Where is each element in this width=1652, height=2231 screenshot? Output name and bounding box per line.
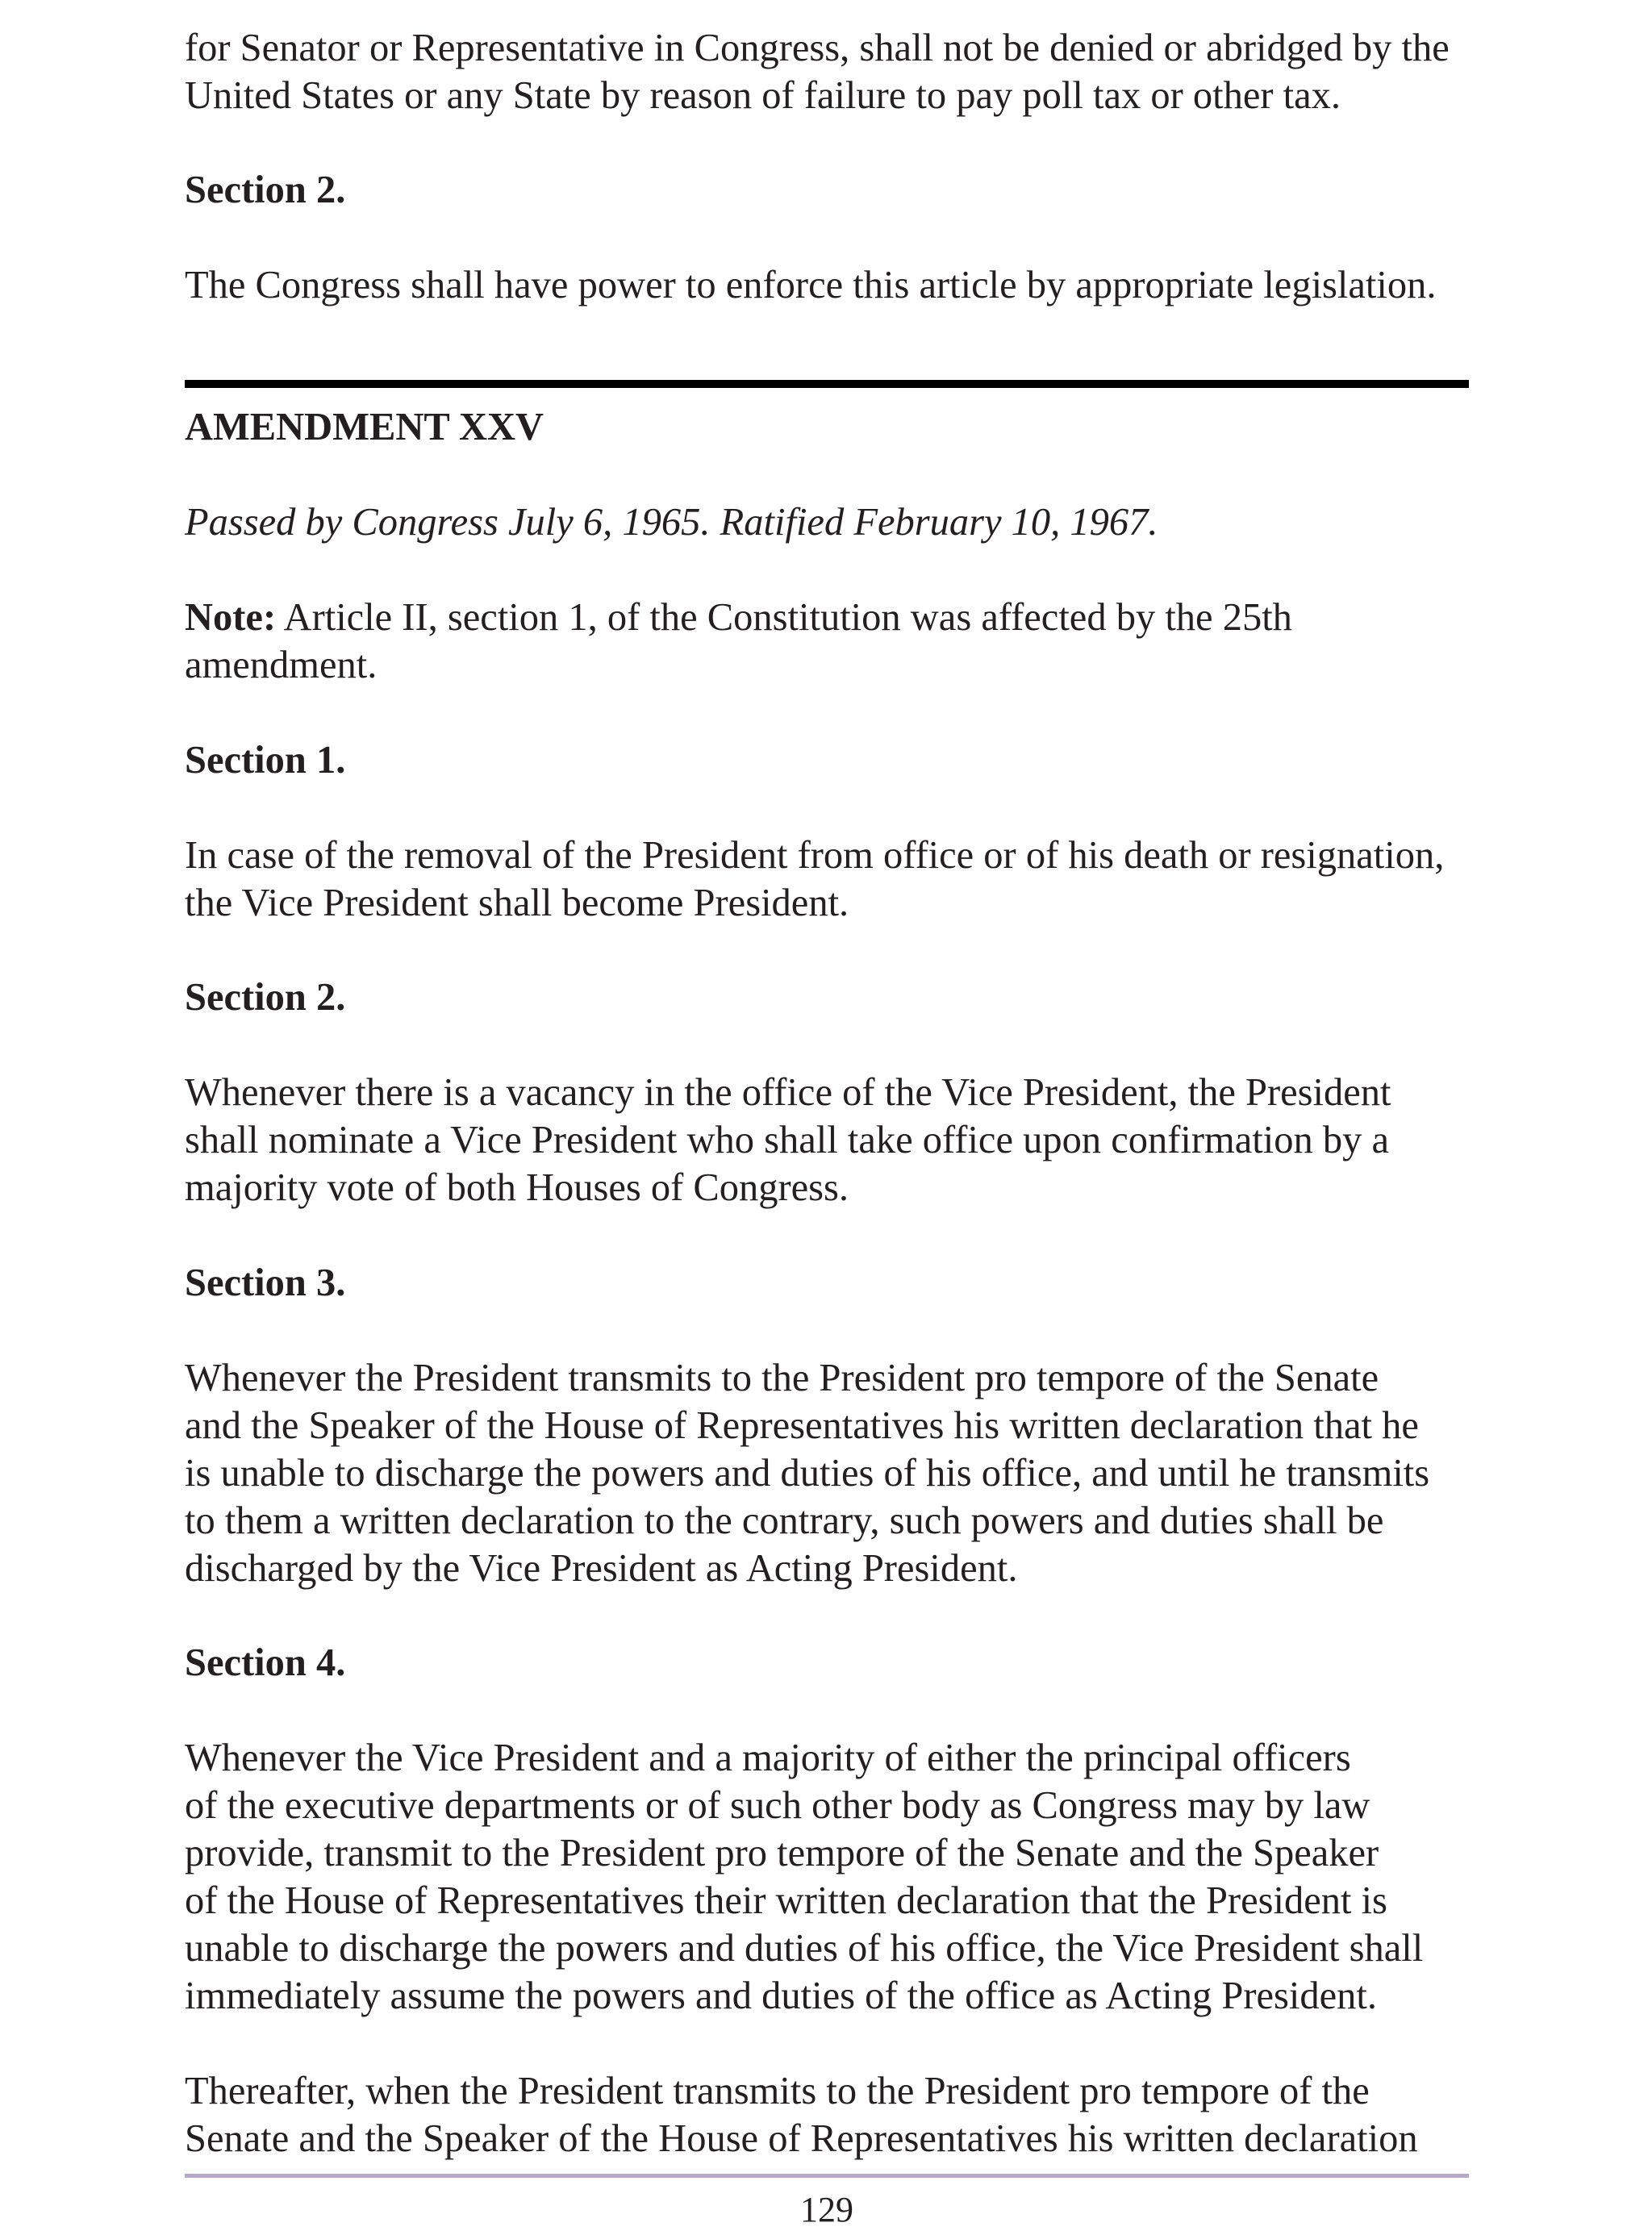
text-line: provide, transmit to the President pro tempore of the Senate and the Speaker: [185, 1832, 1379, 1874]
note-paragraph: [185, 594, 1475, 689]
section-paragraph: [185, 1354, 1475, 1592]
text-line: of the House of Representatives their written declaration that the President is: [185, 1879, 1387, 1922]
section-heading: Section 2.: [185, 976, 346, 1019]
footer-divider: [185, 2174, 1469, 2178]
section-heading: Section 4.: [185, 1641, 346, 1684]
section-heading: Section 2.: [185, 169, 346, 211]
text-line: Whenever the President transmits to the President pro tempore of the Senate: [185, 1357, 1379, 1399]
amendment-divider: [185, 380, 1469, 388]
text-line: discharged by the Vice President as Acting President.: [185, 1547, 1018, 1590]
text-line: and the Speaker of the House of Representatives his written declaration that he: [185, 1404, 1419, 1447]
text-line: Whenever there is a vacancy in the office of the Vice President, the President: [185, 1071, 1391, 1114]
document-page: [185, 0, 1469, 2230]
note-text: Article II, section 1, of the Constitution was affected by the 25th: [276, 596, 1292, 639]
text-line: Whenever the Vice President and a majority of either the principal officers: [185, 1737, 1351, 1779]
text-line: for Senator or Representative in Congress, shall not be denied or abridged by the: [185, 27, 1450, 69]
section-heading: Section 1.: [185, 739, 346, 782]
text-line: the Vice President shall become President.: [185, 882, 849, 924]
ratification-note: Passed by Congress July 6, 1965. Ratified February 10, 1967.: [185, 501, 1158, 544]
text-line: majority vote of both Houses of Congress.: [185, 1166, 849, 1209]
section24-continued-paragraph: [185, 24, 1475, 119]
section-heading: Section 3.: [185, 1261, 346, 1304]
text-line: immediately assume the powers and duties of the office as Acting President.: [185, 1975, 1377, 2017]
section-paragraph: [185, 1069, 1475, 1211]
section-paragraph: The Congress shall have power to enforce this article by appropriate legislation.: [185, 264, 1437, 307]
section-paragraph: [185, 832, 1475, 927]
note-label: Note:: [185, 596, 277, 639]
text-line: unable to discharge the powers and duties of his office, the Vice President shall: [185, 1927, 1424, 1970]
text-line: to them a written declaration to the contrary, such powers and duties shall be: [185, 1499, 1384, 1542]
amendment-title: AMENDMENT XXV: [185, 406, 544, 448]
text-line: In case of the removal of the President from office or of his death or resignation,: [185, 834, 1445, 877]
section-paragraph: [185, 2067, 1475, 2162]
text-line: shall nominate a Vice President who shall take office upon confirmation by a: [185, 1119, 1390, 1161]
page-number: 129: [800, 2190, 853, 2229]
text-line: Thereafter, when the President transmits to the President pro tempore of the: [185, 2070, 1370, 2112]
text-line: Senate and the Speaker of the House of Representatives his written declaration: [185, 2117, 1418, 2160]
text-line: United States or any State by reason of failure to pay poll tax or other tax.: [185, 74, 1341, 117]
text-line: amendment.: [185, 644, 378, 686]
text-line: of the executive departments or of such other body as Congress may by law: [185, 1784, 1370, 1827]
text-line: is unable to discharge the powers and duties of his office, and until he transmits: [185, 1452, 1430, 1495]
section-paragraph: [185, 1734, 1475, 2020]
